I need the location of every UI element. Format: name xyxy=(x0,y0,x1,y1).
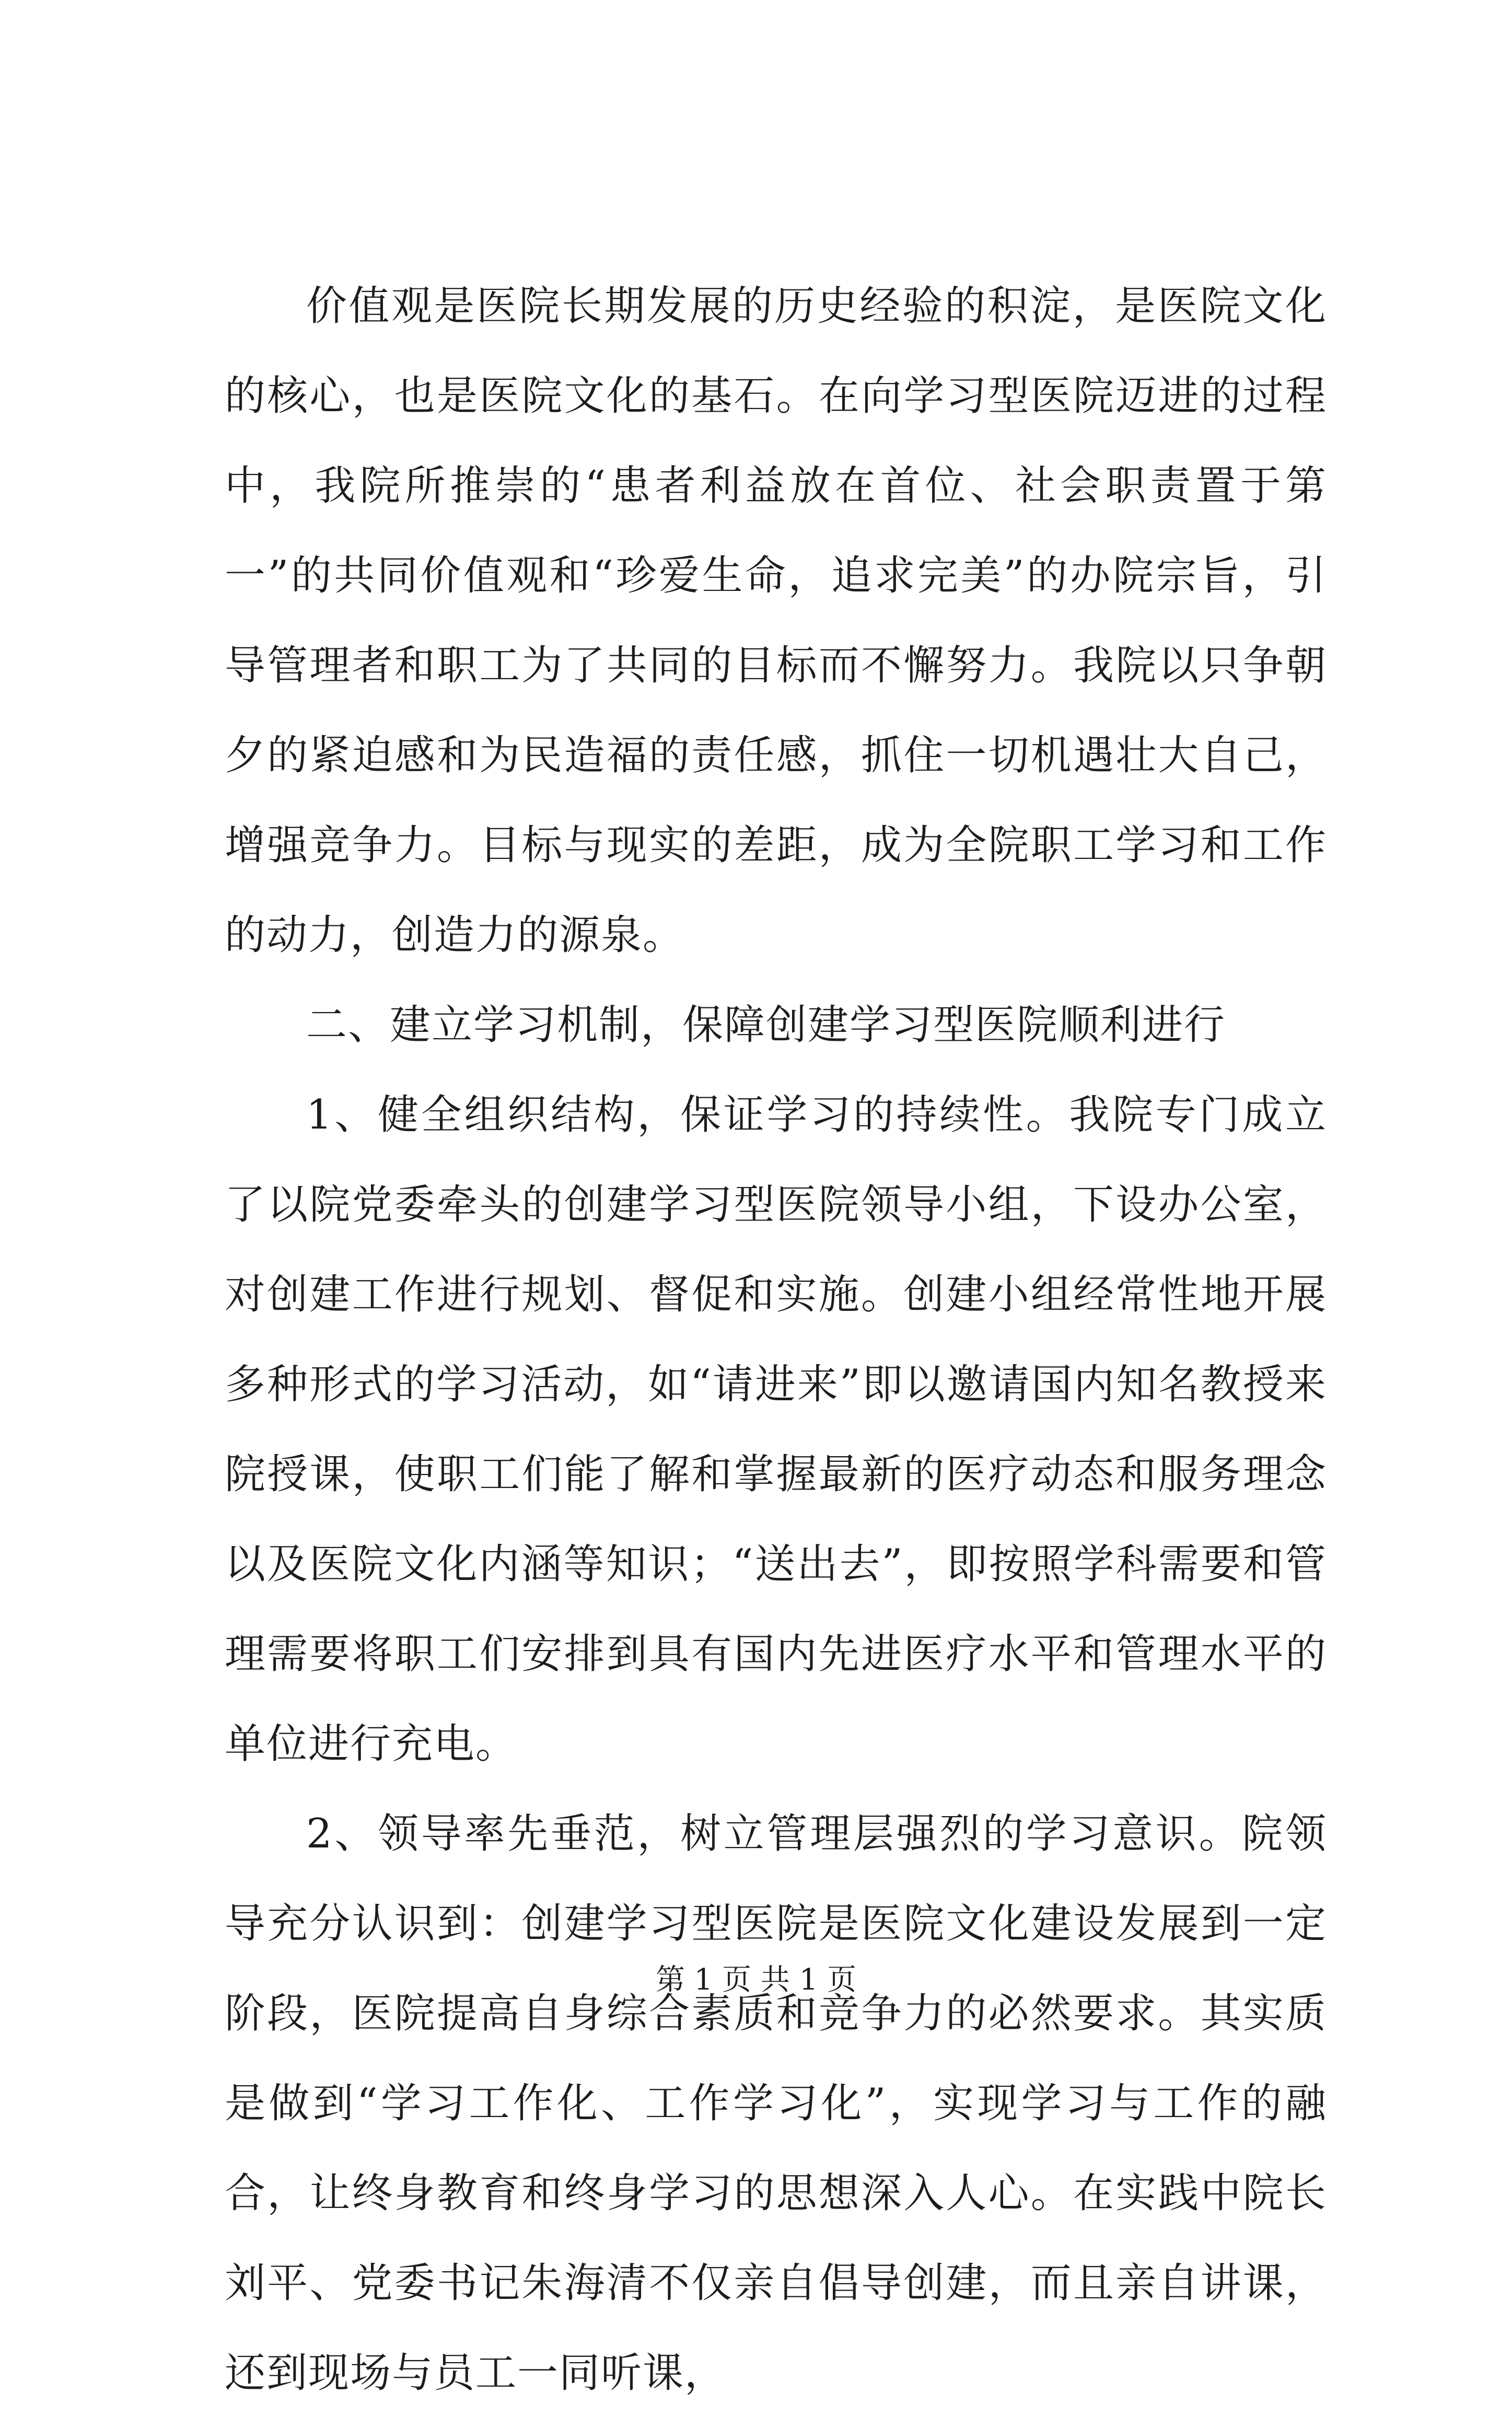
paragraph-values: 价值观是医院长期发展的历史经验的积淀，是医院文化的核心，也是医院文化的基石。在向学习型医院迈进的过程中，我院所推崇的“患者利益放在首位、社会职责置于第一”的共同价值观和“珍爱生命，追求完美”的办院宗旨，引导管理者和职工为了共同的目标而不懈努力。我院以只争朝夕的紧迫感和为民造福的责任感，抓住一切机遇壮大自己，增强竞争力。目标与现实的差距，成为全院职工学习和工作的动力，创造力的源泉。 xyxy=(225,283,1327,959)
document-body xyxy=(225,261,1327,2418)
paragraph-organization: 1、健全组织结构，保证学习的持续性。我院专门成立了以院党委牵头的创建学习型医院领导小组，下设办公室，对创建工作进行规划、督促和实施。创建小组经常性地开展多种形式的学习活动，如“请进来”即以邀请国内知名教授来院授课，使职工们能了解和掌握最新的医疗动态和服务理念以及医院文化内涵等知识；“送出去”，即按照学科需要和管理需要将职工们安排到具有国内先进医疗水平和管理水平的单位进行充电。 xyxy=(225,1091,1327,1768)
section-heading-learning-mechanism: 二、建立学习机制，保障创建学习型医院顺利进行 xyxy=(306,1002,1226,1049)
page-footer: 第 1 页 共 1 页 xyxy=(655,1963,857,1997)
paragraph-leadership: 2、领导率先垂范，树立管理层强烈的学习意识。院领导充分认识到：创建学习型医院是医院文化建设发展到一定阶段，医院提高自身综合素质和竞争力的必然要求。其实质是做到“学习工作化、工作学习化”，实现学习与工作的融合，让终身教育和终身学习的思想深入人心。在实践中院长刘平、党委书记朱海清不仅亲自倡导创建，而且亲自讲课，还到现场与员工一同听课， xyxy=(225,1810,1327,2397)
